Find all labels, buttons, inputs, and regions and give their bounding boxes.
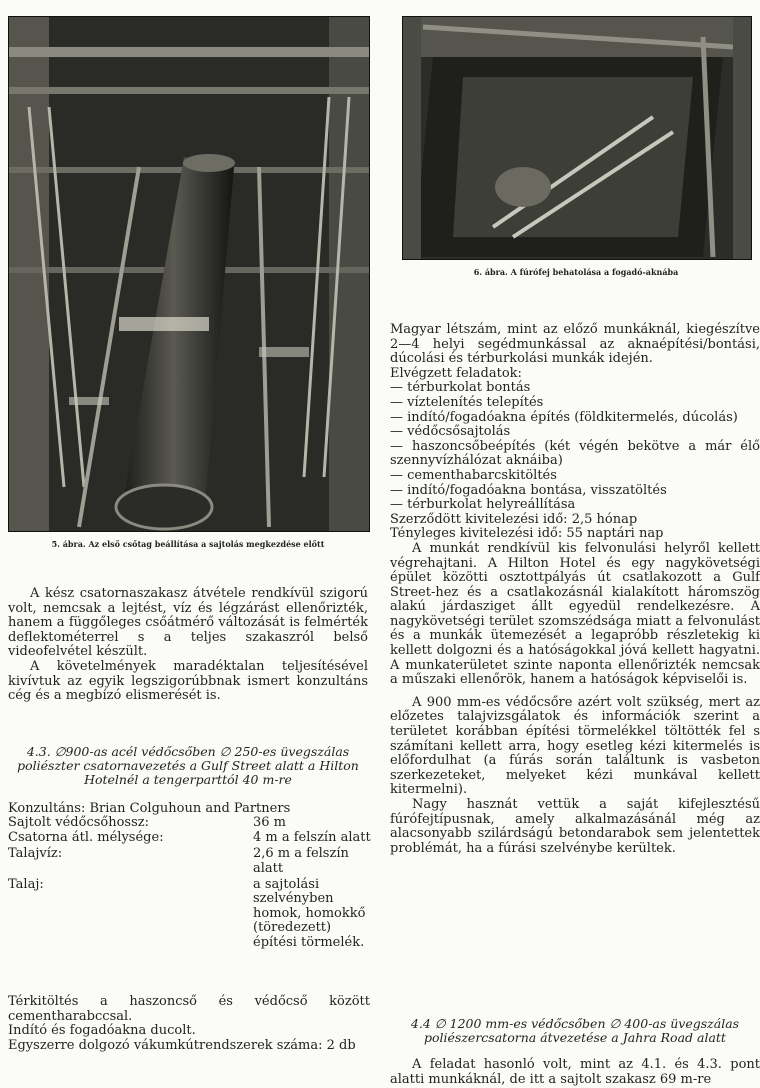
tasks-list (390, 381, 760, 512)
paragraph-4-4: A feladat hasonló volt, mint az 4.1. és 4.3. pont alatti munkáknál, de itt a sajtolt szakasz 69 m-re (390, 1057, 760, 1087)
tail-line: Indító és fogadóakna ducolt. (8, 1023, 196, 1039)
paragraph-site: A munkát rendkívül kis felvonulási helyről kellett végrehajtani. A Hilton Hotel és egy nagykövetségi épület közötti osztottpályás út csatlakozott a Gulf Street-hez és a csatlakozásnál kialakított háromszög alakú járdasziget állt egyedül rendelkezésre. A nagykövetségi terület szomszédsága miatt a felvonulást és a munkák ütemezését a legapróbb részletekig ki kellett dolgozni és a hatóságokkal jóvá kellett hagyatni. A munkaterületet szinte naponta ellenőrizték nemcsak a műszaki ellenőrök, hanem a hatóságok képviselői is. (390, 540, 760, 688)
spec-row (8, 816, 373, 830)
right-text-block (390, 323, 760, 856)
figure-6-photo (402, 16, 752, 260)
section-4-4-text (390, 1058, 760, 1087)
spec-label: Talaj: (8, 877, 44, 893)
list-item: — indító/fogadóakna bontása, visszatöltés (390, 482, 667, 498)
list-item: — haszoncsőbeépítés (két végén bekötve a már élő szennyvízhálózat aknáiba) (390, 438, 760, 469)
spec-row (8, 878, 373, 950)
tasks-label: Elvégzett feladatok: (390, 365, 522, 381)
list-item: — víztelenítés telepítés (390, 394, 544, 410)
spec-row (8, 847, 373, 876)
trench-pipe-illustration (9, 17, 369, 531)
contract-time: Szerződött kivitelezési idő: 2,5 hónap (390, 511, 638, 527)
tail-line: Térkitöltés a haszoncső és védőcső között cementharabccsal. (8, 994, 370, 1024)
figure-6-caption: 6. ábra. A fúrófej behatolása a fogadó-aknába (473, 267, 679, 277)
section-4-4-heading: 4.4 ∅ 1200 mm-es védőcsőben ∅ 400-as üvegszálas poliészercsatorna átvezetése a Jahra Road alatt (410, 1016, 740, 1045)
borehead-pit-illustration (403, 17, 751, 259)
spec-row (8, 831, 373, 845)
figure-5-caption: 5. ábra. Az első csőtag beállítása a sajtolás megkezdése előtt (51, 539, 325, 549)
list-item: — védőcsősajtolás (390, 424, 511, 440)
list-item: — cementhabarcskitöltés (390, 467, 557, 483)
actual-time: Tényleges kivitelezési idő: 55 naptári nap (390, 526, 664, 542)
paragraph-acceptance: A kész csatornaszakasz átvétele rendkívül szigorú volt, nemcsak a lejtést, víz és légzárást ellenőrizték, hanem a függőleges csőátmérő változását is felmérték deflektométerrel s a teljes szakaszról belső videofelvétel készült. (8, 586, 368, 660)
paragraph-requirements: A követelmények maradéktalan teljesítésével kivívtuk az egyik legszigorúbbnak ismert konzultáns cég és a megbízó elismerését is. (8, 658, 368, 704)
section-4-3-tail (8, 995, 370, 1053)
spec-value: 2,6 m a felszín alatt (253, 846, 349, 876)
left-text-block (8, 587, 368, 704)
list-item: — térburkolat bontás (390, 380, 531, 396)
section-4-3-heading: 4.3. ∅900-as acél védőcsőben ∅ 250-es üvegszálas poliészter csatornavezetés a Gulf Street alatt a Hilton Hotelnél a tengerparttól 40 m-re (17, 744, 359, 787)
spec-label: Csatorna átl. mélysége: (8, 829, 164, 845)
spec-label: Talajvíz: (8, 846, 63, 862)
section-4-3-specs (8, 802, 373, 950)
paragraph-borehead: Nagy hasznát vettük a saját kifejlesztésű fúrófejtípusnak, amely alkalmazásánál még az alacsonyabb szilárdságú betondarabok sem jelentettek problémát, ha a fúrási szelvénybe kerültek. (390, 797, 760, 856)
figure-5-photo (8, 16, 370, 532)
paragraph-casing: A 900 mm-es védőcsőre azért volt szükség, mert az előzetes talajvizsgálatok és információk szerint a területet korábban építési törmelékkel töltötték fel s számítani kellett arra, hogy esetleg kézi kitermelés is előfordulhat (a fúrás során találtunk is vasbeton szerkezeteket, melyeket kézi munkával kellett kitermelni). (390, 694, 760, 798)
tail-line: Egyszerre dolgozó vákumkútrendszerek száma: 2 db (8, 1037, 356, 1053)
list-item: — térburkolat helyreállítása (390, 497, 576, 513)
spec-value: a sajtolási szelvényben homok, homokkő (töredezett) építési törmelék. (253, 877, 366, 950)
consultant-line: Konzultáns: Brian Colguhoun and Partners (8, 801, 291, 816)
spec-value: 36 m (253, 815, 287, 831)
spec-value: 4 m a felszín alatt (253, 829, 371, 845)
spec-label: Sajtolt védőcsőhossz: (8, 815, 149, 831)
paragraph-staffing: Magyar létszám, mint az előző munkáknál, kiegészítve 2—4 helyi segédmunkással az aknaépítési/bontási, dúcolási és térburkolási munkák idején. (390, 322, 760, 367)
list-item: — indító/fogadóakna építés (földkitermelés, dúcolás) (390, 409, 738, 425)
